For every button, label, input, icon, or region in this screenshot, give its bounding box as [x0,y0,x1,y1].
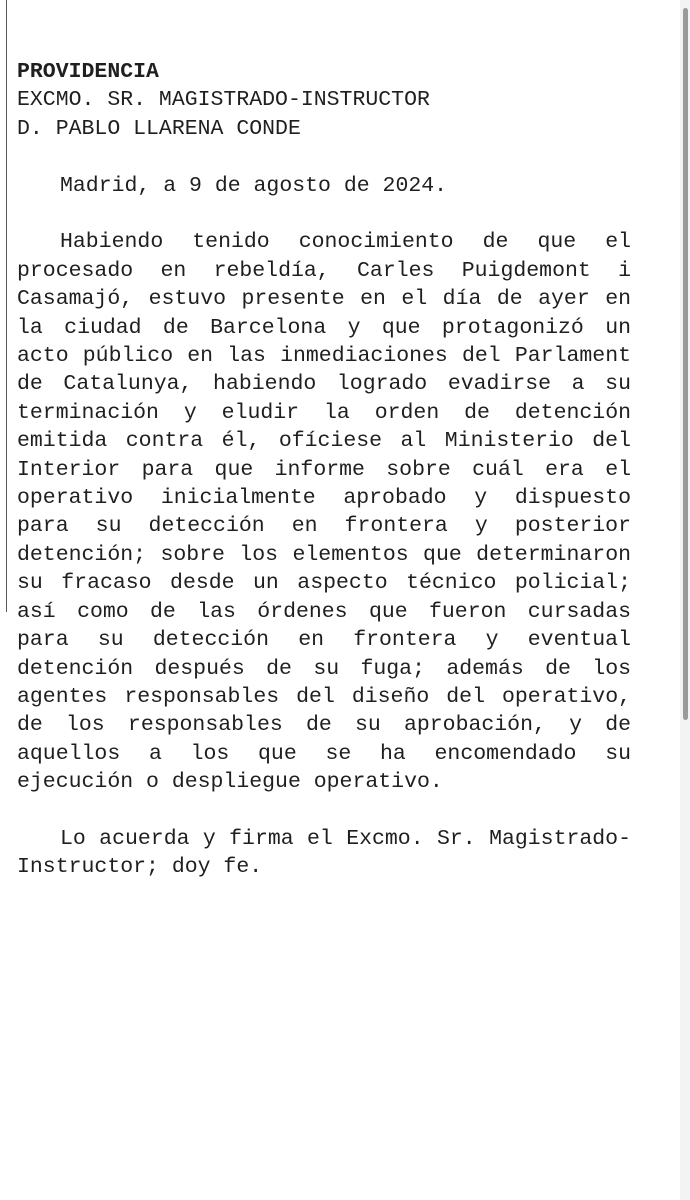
closing-paragraph: Lo acuerda y firma el Excmo. Sr. Magistrado-Instructor; doy fe. [17,826,631,880]
document-page [17,58,631,882]
body-paragraph: Habiendo tenido conocimiento de que el procesado en rebeldía, Carles Puigdemont i Casamajó, estuvo presente en el día de ayer en la ciudad de Barcelona y que protagonizó un acto público en las inmediaciones del Parlament de Catalunya, habiendo logrado evadirse a su terminación y eludir la orden de detención emitida contra él, ofíciese al Ministerio del Interior para que informe sobre cuál era el operativo inicialmente aprobado y dispuesto para su detección en frontera y posterior detención; sobre los elementos que determinaron su fracaso desde un aspecto técnico policial; así como de las órdenes que fueron cursadas para su detección en frontera y eventual detención después de su fuga; además de los agentes responsables del diseño del operativo, de los responsables de su aprobación, y de aquellos a los que se ha encomendado su ejecución o despliegue operativo. [17,230,631,795]
authority-title: EXCMO. SR. MAGISTRADO-INSTRUCTOR [17,88,430,113]
scrollbar-thumb[interactable] [683,8,688,720]
authority-name: D. PABLO LLARENA CONDE [17,116,301,141]
document-heading: PROVIDENCIA [17,60,159,84]
date-line: Madrid, a 9 de agosto de 2024. [60,173,448,198]
vertical-scrollbar[interactable] [680,0,690,1200]
page-margin-line [6,0,7,612]
